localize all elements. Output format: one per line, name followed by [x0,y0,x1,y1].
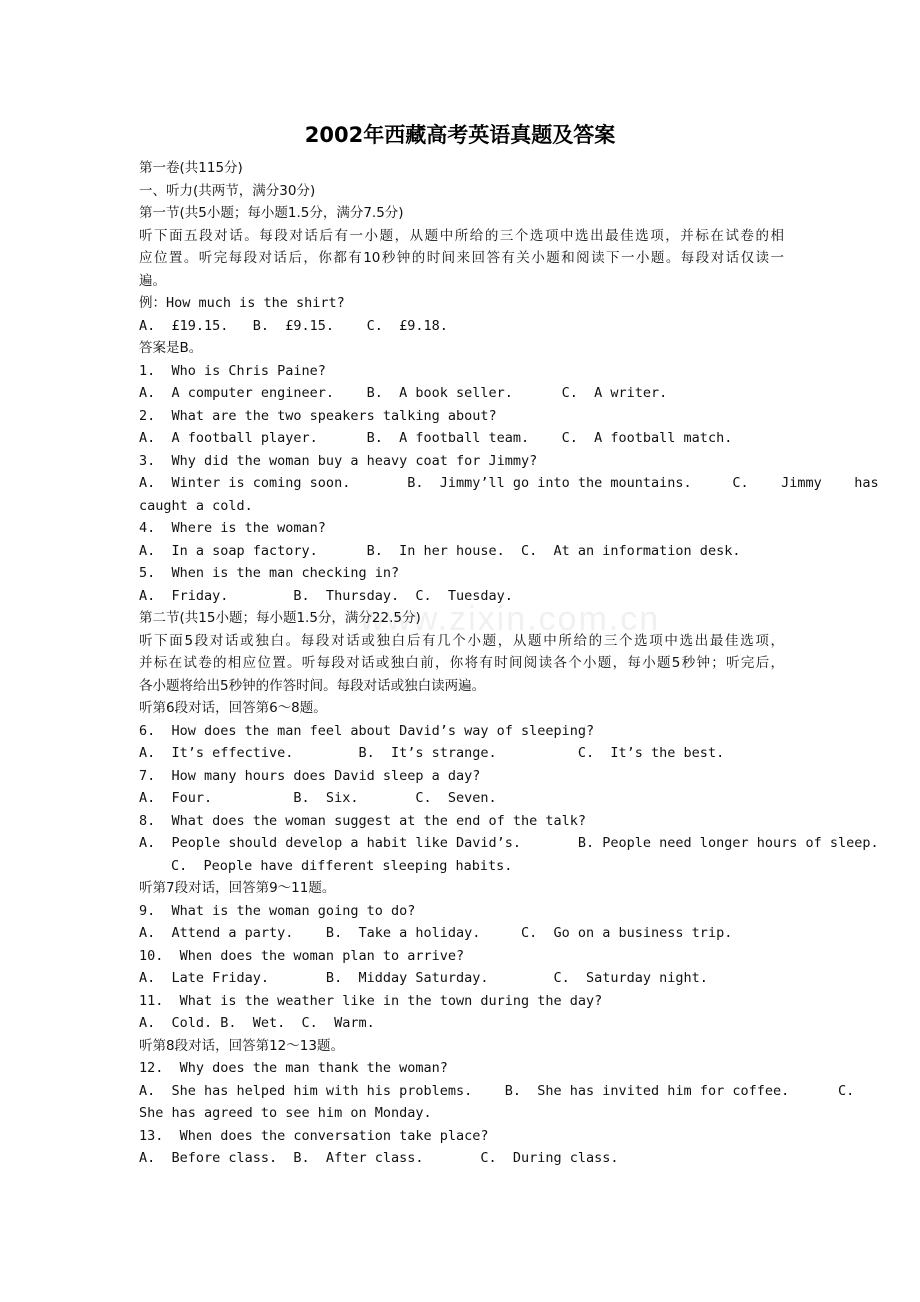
document-line: 例：How much is the shirt? [139,295,345,311]
document-line: 4. Where is the woman? [139,520,326,536]
document-line: 6. How does the man feel about David’s way of sleeping? [139,722,595,739]
document-line: A. Late Friday. B. Midday Saturday. C. Saturday night. [139,970,708,986]
watermark-text: www.zixin.com.cn [359,600,661,638]
document-line: A. Four. B. Six. C. Seven. [139,790,497,806]
document-line: 答案是B。 [139,340,203,356]
document-line: 8. What does the woman suggest at the end of the talk? [139,812,587,829]
document-line: A. A football player. B. A football team. C. A football match. [139,430,733,446]
document-line: A. £19.15. B. £9.15. C. £9.18. [139,317,448,334]
document-line: A. Attend a party. B. Take a holiday. C. Go on a business trip. [139,925,733,941]
document-line: 第一节(共5小题；每小题1.5分，满分7.5分) [139,205,404,221]
document-line: A. She has helped him with his problems. B. She has invited him for coffee. C. [139,1082,855,1099]
document-line: 11. What is the weather like in the town during the day? [139,992,603,1009]
document-line: 10. When does the woman plan to arrive? [139,947,465,964]
document-line: She has agreed to see him on Monday. [139,1105,432,1121]
document-line: 听下面5段对话或独白。每段对话或独白后有几个小题，从题中所给的三个选项中选出最佳选项， [139,632,784,649]
document-line: 5. When is the man checking in? [139,565,400,581]
document-line: 听第6段对话，回答第6～8题。 [139,700,327,716]
document-line: 遍。 [139,272,166,289]
document-line: 听第8段对话，回答第12～13题。 [139,1037,344,1054]
document-line: 第一卷(共115分) [139,160,243,176]
document-line: 并标在试卷的相应位置。听每段对话或独白前，你将有时间阅读各个小题，每小题5秒钟；听完后， [139,655,784,671]
document-line: A. People should develop a habit like David’s. B. People need longer hours of sleep. [139,835,879,851]
document-line: A. It’s effective. B. It’s strange. C. It’s the best. [139,745,725,761]
document-line: 听下面五段对话。每段对话后有一小题，从题中所给的三个选项中选出最佳选项，并标在试卷的相 [139,227,784,244]
document-line: A. Friday. B. Thursday. C. Tuesday. [139,587,513,604]
page-title: 2002年西藏高考英语真题及答案 [304,123,616,147]
document-line: 7. How many hours does David sleep a day? [139,767,481,784]
document-line: 13. When does the conversation take place? [139,1127,489,1144]
document-line: A. In a soap factory. B. In her house. C. At an information desk. [139,542,741,559]
document-line: 各小题将给出5秒钟的作答时间。每段对话或独白读两遍。 [139,677,486,694]
document-line: 9. What is the woman going to do? [139,902,416,919]
document-line: A. Before class. B. After class. C. During class. [139,1150,619,1166]
document-line: 1. Who is Chris Paine? [139,362,326,379]
document-line: caught a cold. [139,497,253,514]
document-line: C. People have different sleeping habits. [171,857,513,874]
document-line: A. Winter is coming soon. B. Jimmy’ll go into the mountains. C. Jimmy has [139,475,879,491]
document-line: 2. What are the two speakers talking about? [139,407,497,424]
document-line: 12. Why does the man thank the woman? [139,1060,448,1076]
document-line: 一、听力(共两节，满分30分) [139,182,316,199]
document-line: 3. Why did the woman buy a heavy coat for Jimmy? [139,452,538,469]
document-line: 应位置。听完每段对话后，你都有10秒钟的时间来回答有关小题和阅读下一小题。每段对话仅读一 [139,250,784,266]
document-line: A. Cold. B. Wet. C. Warm. [139,1015,375,1031]
document-line: 听第7段对话，回答第9～11题。 [139,880,336,896]
document-line: A. A computer engineer. B. A book seller. C. A writer. [139,385,668,401]
document-body [139,157,879,1170]
document-line: 第二节(共15小题；每小题1.5分，满分22.5分) [139,610,421,626]
